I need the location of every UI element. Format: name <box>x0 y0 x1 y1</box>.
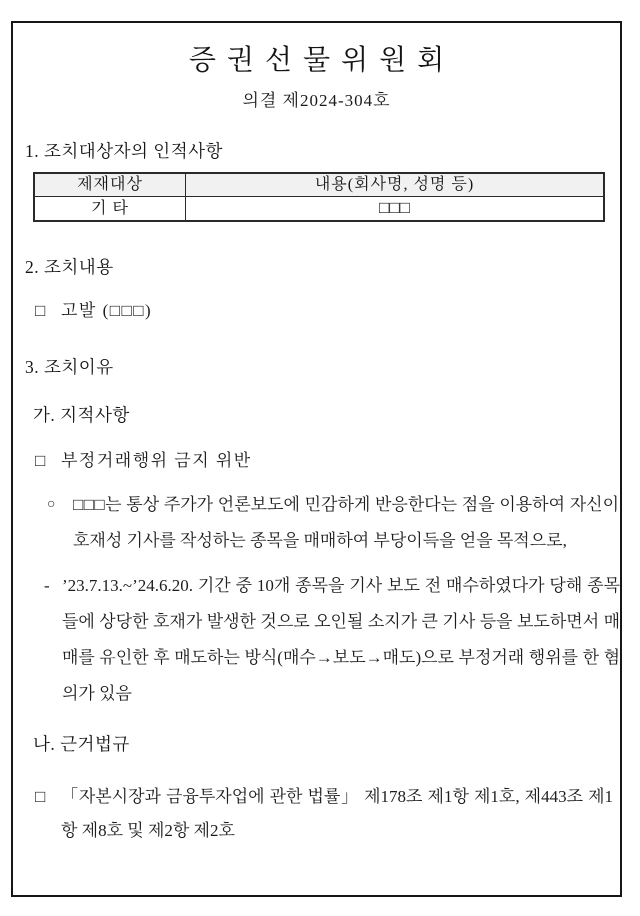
document-page <box>11 21 622 897</box>
legal-basis-item <box>35 780 613 848</box>
detail-paragraph-2 <box>44 568 620 712</box>
action-item <box>35 300 555 322</box>
section2-heading: 2. 조치내용 <box>25 257 114 277</box>
circle-bullet-icon: ○ <box>47 497 56 512</box>
violation-item <box>35 450 575 472</box>
section1-heading: 1. 조치대상자의 인적사항 <box>25 141 223 161</box>
decision-number: 의결 제2024-304호 <box>242 91 391 110</box>
checkbox-icon: □ <box>35 451 46 470</box>
checkbox-icon: □ <box>35 787 46 806</box>
table-row <box>34 197 604 222</box>
sanction-target-table <box>33 172 605 222</box>
section3b-heading: 나. 근거법규 <box>33 734 130 754</box>
dash-bullet-icon: - <box>44 576 50 595</box>
section3-heading: 3. 조치이유 <box>25 357 114 377</box>
detail-paragraph-1 <box>47 487 619 559</box>
table-header-target: 제재대상 <box>34 173 186 197</box>
table-cell-target: 기 타 <box>34 197 186 222</box>
detail-paragraph-1-text: □□□는 통상 주가가 언론보도에 민감하게 반응한다는 점을 이용하여 자신이 호재성 기사를 작성하는 종목을 매매하여 부당이득을 얻을 목적으로, <box>73 495 619 550</box>
action-item-text: 고발 (□□□) <box>61 301 153 320</box>
redacted-name-squares: □□□ <box>379 198 410 217</box>
legal-basis-text: 「자본시장과 금융투자업에 관한 법률」 제178조 제1항 제1호, 제443조 제1항 제8호 및 제2항 제2호 <box>61 787 613 840</box>
table-header-content: 내용(회사명, 성명 등) <box>186 173 605 197</box>
detail-paragraph-2-text: ’23.7.13.~’24.6.20. 기간 중 10개 종목을 기사 보도 전 매수하였다가 당해 종목들에 상당한 호재가 발생한 것으로 오인될 소지가 큰 기사 등을 보도하면서 매매를 유인한 후 매도하는 방식(매수→보도→매도)으로 부정거래 행위를 한 혐의가 있음 <box>62 576 620 703</box>
table-header-row <box>34 173 604 197</box>
table-cell-content <box>186 197 605 222</box>
section3a-heading: 가. 지적사항 <box>33 405 130 425</box>
document-title: 증권선물위원회 <box>188 45 456 76</box>
violation-item-text: 부정거래행위 금지 위반 <box>61 451 252 470</box>
checkbox-icon: □ <box>35 301 46 320</box>
